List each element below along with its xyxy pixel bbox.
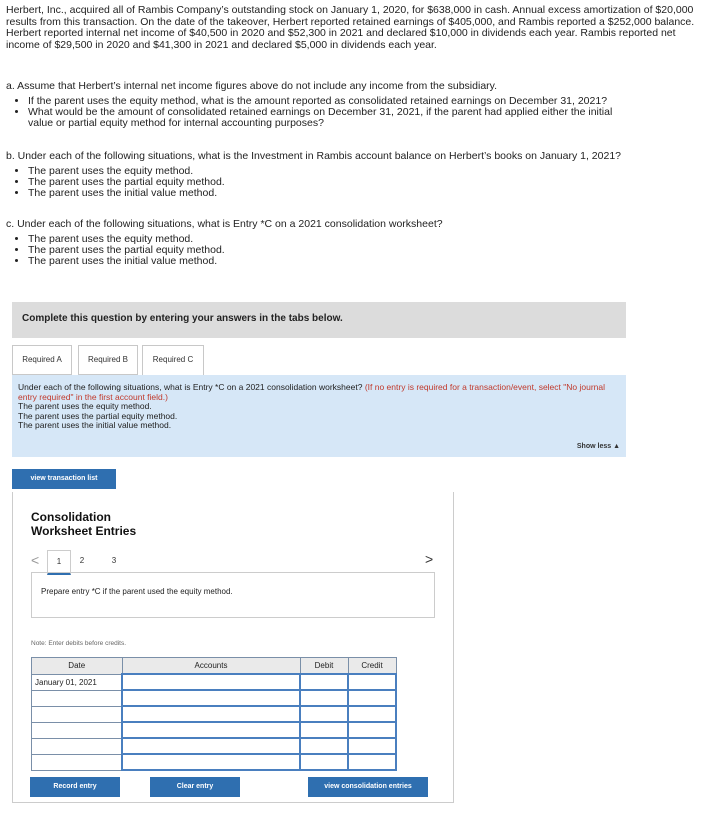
worksheet-panel xyxy=(12,492,454,803)
tab-required-c[interactable]: Required C xyxy=(142,345,204,376)
date-cell xyxy=(32,690,123,706)
credit-field[interactable] xyxy=(348,706,396,722)
part-a-item: • If the parent uses the equity method, what is the amount reported as consolidated retained earnings on December 31, 2021? xyxy=(28,96,696,107)
page-2-button[interactable]: 2 xyxy=(79,556,85,565)
page-3-button[interactable]: 3 xyxy=(111,556,117,565)
accounts-header: Accounts xyxy=(122,658,300,675)
part-b-text: b. Under each of the following situations, what is the Investment in Rambis account balance on Herbert’s books on January 1, 2021? xyxy=(6,150,621,162)
date-cell xyxy=(32,754,123,770)
tab-required-b[interactable]: Required B xyxy=(78,345,138,375)
credit-field[interactable] xyxy=(348,674,396,690)
debit-field[interactable] xyxy=(300,754,348,770)
debit-field[interactable] xyxy=(300,706,348,722)
debit-field[interactable] xyxy=(300,674,348,690)
entry-prompt: Prepare entry *C if the parent used the equity method. xyxy=(41,587,233,596)
credit-field[interactable] xyxy=(348,738,396,754)
page-1-button[interactable]: 1 xyxy=(47,550,71,575)
instructions-note: (If no entry is required for a transaction/event, select "No journal entry required" in the first account field.) xyxy=(18,382,606,402)
table-row xyxy=(32,754,397,770)
debit-field[interactable] xyxy=(300,738,348,754)
account-field[interactable] xyxy=(122,722,300,738)
instructions-main: Under each of the following situations, what is Entry *C on a 2021 consolidation worksheet? xyxy=(18,382,363,392)
view-transaction-list-button[interactable]: view transaction list xyxy=(12,469,116,489)
debit-credit-note: Note: Enter debits before credits. xyxy=(31,640,127,647)
worksheet-title: Consolidation Worksheet Entries xyxy=(31,510,137,538)
show-less-link[interactable]: Show less ▲ xyxy=(576,442,620,450)
instructions-line: The parent uses the partial equity method. xyxy=(18,410,178,421)
entry-prompt-box xyxy=(31,572,435,618)
date-cell xyxy=(32,722,123,738)
table-row xyxy=(32,722,397,738)
part-a xyxy=(6,81,696,129)
part-a-item: • What would be the amount of consolidated retained earnings on December 31, 2021, if the parent had applied either the initial value or partial equity method for internal accounting purposes? xyxy=(28,107,696,129)
part-b-item: • The parent uses the partial equity method. xyxy=(28,177,696,188)
debit-header: Debit xyxy=(300,658,348,675)
part-c-item: • The parent uses the equity method. xyxy=(28,234,696,245)
account-field[interactable] xyxy=(122,754,300,770)
date-header: Date xyxy=(32,658,123,675)
clear-entry-button[interactable]: Clear entry xyxy=(150,777,240,797)
part-b-item: • The parent uses the initial value method. xyxy=(28,188,696,199)
credit-header: Credit xyxy=(348,658,396,675)
debit-field[interactable] xyxy=(300,722,348,738)
view-consolidation-entries-button[interactable]: view consolidation entries xyxy=(308,777,428,797)
instructions-banner xyxy=(12,302,626,338)
part-c-text: c. Under each of the following situations, what is Entry *C on a 2021 consolidation worksheet? xyxy=(6,218,443,230)
debit-field[interactable] xyxy=(300,690,348,706)
next-arrow-icon[interactable]: > xyxy=(425,551,434,567)
account-field[interactable] xyxy=(122,738,300,754)
account-field[interactable] xyxy=(122,706,300,722)
date-cell xyxy=(32,706,123,722)
part-c-item: • The parent uses the initial value method. xyxy=(28,256,696,267)
part-b xyxy=(6,151,696,199)
part-c xyxy=(6,219,696,267)
credit-field[interactable] xyxy=(348,754,396,770)
date-cell xyxy=(32,738,123,754)
table-row xyxy=(32,674,397,690)
banner-text: Complete this question by entering your answers in the tabs below. xyxy=(22,313,343,324)
table-row xyxy=(32,738,397,754)
date-cell: January 01, 2021 xyxy=(32,674,123,690)
problem-intro: Herbert, Inc., acquired all of Rambis Company’s outstanding stock on January 1, 2020, for $638,000 in cash. Annual excess amortization of $20,000 results from this transaction. On the date of the takeover, Herbert reported retained earnings of $405,000, and Rambis reported a $252,000 balance. Herbert reported internal net income of $40,500 in 2020 and $52,300 in 2021 and declared $10,000 in dividends each year. Rambis reported net income of $29,500 in 2020 and $41,300 in 2021 and declared $5,000 in dividends each year. xyxy=(6,4,695,51)
table-row xyxy=(32,690,397,706)
part-b-item: • The parent uses the equity method. xyxy=(28,166,696,177)
account-field[interactable] xyxy=(122,690,300,706)
instructions-line: The parent uses the initial value method. xyxy=(18,420,172,430)
record-entry-button[interactable]: Record entry xyxy=(30,777,120,797)
instructions-panel xyxy=(12,375,626,457)
part-c-item: • The parent uses the partial equity method. xyxy=(28,245,696,256)
credit-field[interactable] xyxy=(348,690,396,706)
prev-arrow-icon[interactable]: < xyxy=(31,552,40,568)
account-field[interactable] xyxy=(122,674,300,690)
instructions-line: The parent uses the equity method. xyxy=(18,401,152,411)
credit-field[interactable] xyxy=(348,722,396,738)
journal-entry-table xyxy=(31,657,397,771)
part-a-text: a. Assume that Herbert’s internal net income figures above do not include any income from the subsidiary. xyxy=(6,80,498,92)
table-row xyxy=(32,706,397,722)
tab-required-a[interactable]: Required A xyxy=(12,345,72,375)
